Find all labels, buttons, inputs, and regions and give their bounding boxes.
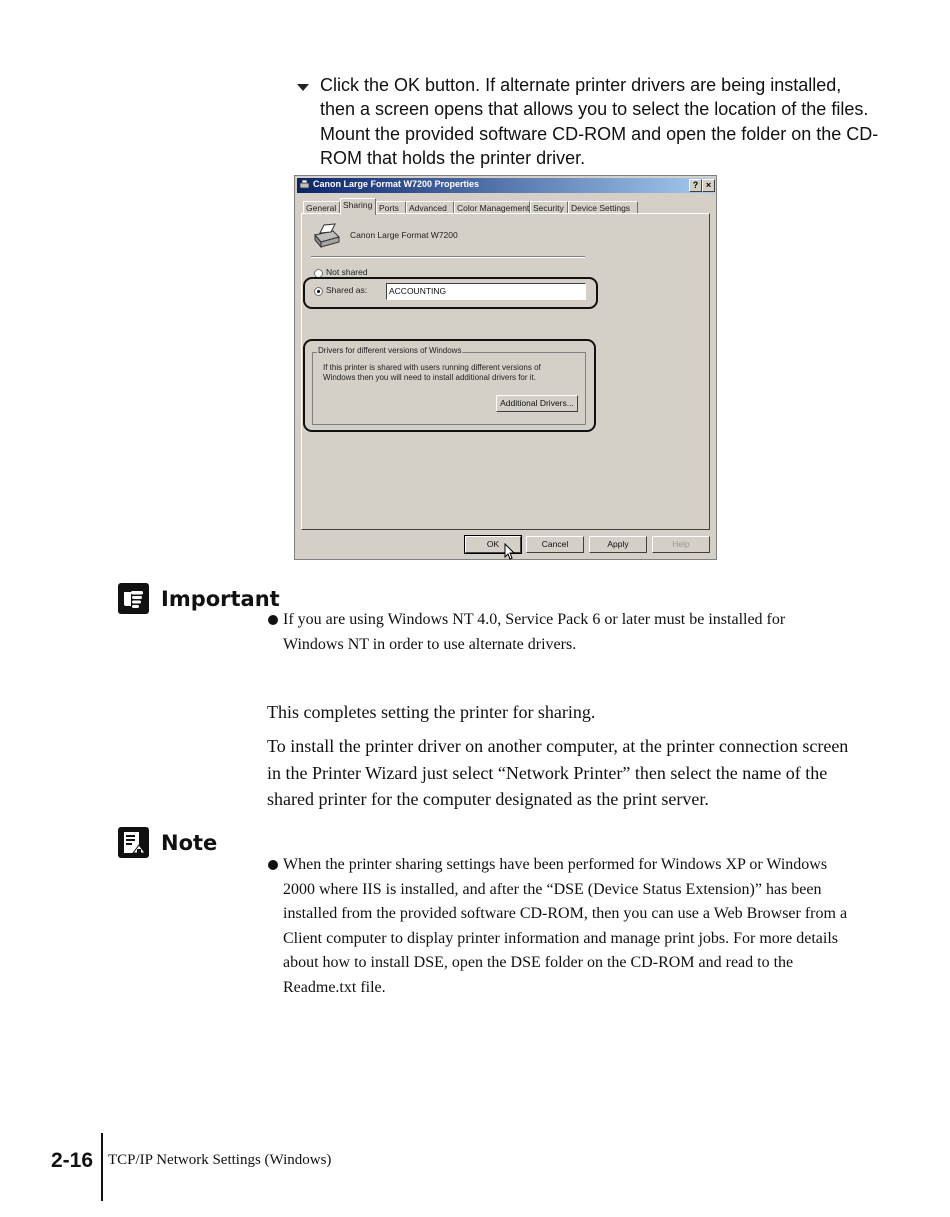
important-heading: Important xyxy=(161,587,280,611)
apply-button[interactable]: Apply xyxy=(589,536,647,553)
help-button[interactable]: Help xyxy=(652,536,710,553)
help-title-button[interactable]: ? xyxy=(689,179,702,192)
tab-security[interactable]: Security xyxy=(530,201,568,214)
drivers-group-description: If this printer is shared with users running different versions of Windows then you will need to install additional drivers for it. xyxy=(323,363,541,382)
note-heading: Note xyxy=(161,831,218,855)
close-title-button[interactable]: × xyxy=(702,179,715,192)
note-text: When the printer sharing settings have been performed for Windows XP or Windows 2000 where IIS is installed, and after the “DSE (Device Status Extension)” has been installed from the provided software CD-ROM, then you can use a Web Browser from a Client computer to display printer information and manage print jobs. For more details about how to install DSE, open the DSE folder on the CD-ROM and read to the Readme.txt file. xyxy=(283,856,848,996)
tab-device-settings[interactable]: Device Settings xyxy=(568,201,638,214)
additional-drivers-button[interactable]: Additional Drivers... xyxy=(496,395,578,412)
drivers-group-label: Drivers for different versions of Windows xyxy=(318,346,462,355)
dialog-titlebar xyxy=(297,178,714,193)
tab-color-management[interactable]: Color Management xyxy=(454,201,530,214)
share-name-input[interactable]: ACCOUNTING xyxy=(386,283,586,300)
ok-button[interactable]: OK xyxy=(465,536,521,553)
tab-ports[interactable]: Ports xyxy=(376,201,406,214)
step-text: Click the OK button. If alternate printer drivers are being installed, then a screen opens that allows you to select the location of the files. Mount the provided software CD-ROM and open the folder on the CD-ROM that holds the printer driver. xyxy=(320,75,879,168)
body-paragraph-2: To install the printer driver on another computer, at the printer connection screen in the Printer Wizard just select “Network Printer” then select the name of the shared printer for the computer designated as the print server. xyxy=(267,736,849,809)
tab-general[interactable]: General xyxy=(303,201,340,214)
cancel-button[interactable]: Cancel xyxy=(526,536,584,553)
bullet-icon xyxy=(268,860,278,870)
pointing-hand-icon xyxy=(118,583,149,614)
printer-properties-dialog xyxy=(294,175,717,560)
not-shared-label: Not shared xyxy=(326,267,368,277)
page-number: 2-16 xyxy=(51,1149,94,1172)
printer-name: Canon Large Format W7200 xyxy=(350,230,458,240)
dialog-title: Canon Large Format W7200 Properties xyxy=(313,179,480,189)
step-arrow-icon xyxy=(297,84,309,91)
footer-divider xyxy=(101,1133,103,1201)
tab-advanced[interactable]: Advanced xyxy=(406,201,454,214)
separator xyxy=(311,256,585,258)
tab-sharing[interactable]: Sharing xyxy=(340,198,376,215)
important-text: If you are using Windows NT 4.0, Service Pack 6 or later must be installed for Windows NT in order to use alternate drivers. xyxy=(283,611,786,653)
shared-as-highlight xyxy=(303,277,598,309)
drivers-highlight xyxy=(303,339,596,432)
memo-icon xyxy=(118,827,149,858)
printer-icon xyxy=(299,179,310,190)
shared-as-label: Shared as: xyxy=(326,285,368,295)
printer-large-icon xyxy=(311,223,341,249)
mouse-cursor-icon xyxy=(504,543,516,560)
body-paragraph-1: This completes setting the printer for sharing. xyxy=(267,702,596,722)
footer-section-title: TCP/IP Network Settings (Windows) xyxy=(108,1152,332,1168)
bullet-icon xyxy=(268,615,278,625)
